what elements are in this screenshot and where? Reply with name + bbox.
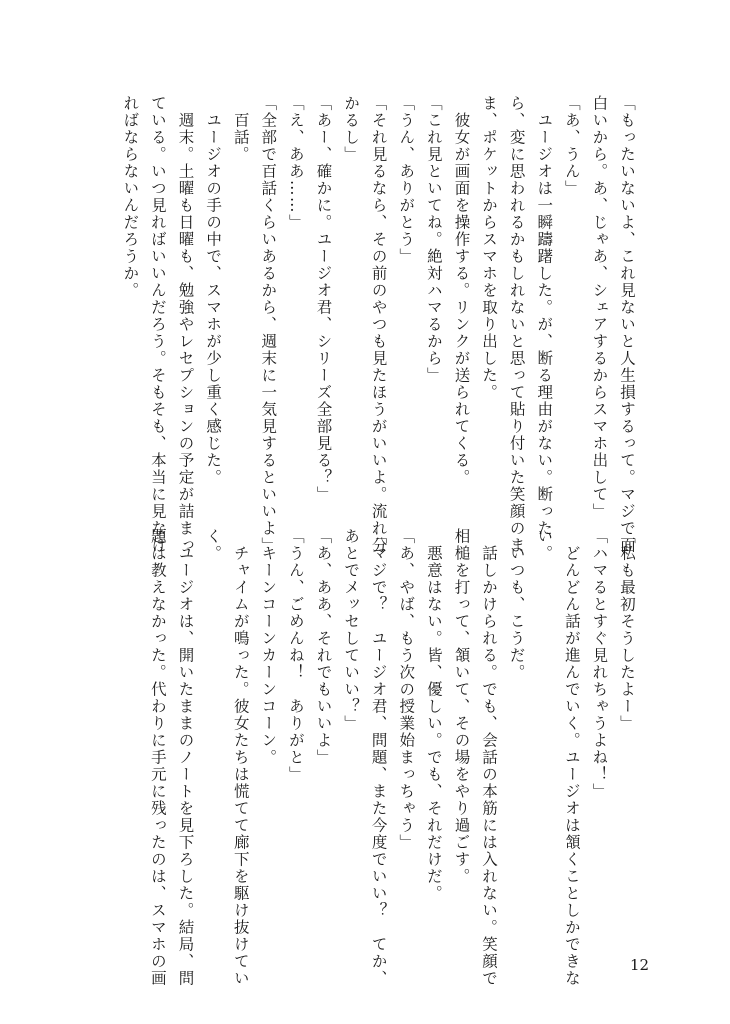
text-line: 悪意はない。皆、優しい。でも、それだけだ。 <box>424 528 443 902</box>
text-line: く。 <box>204 528 223 562</box>
text-line: 「え、ああ……」 <box>286 95 305 231</box>
text-line: い。 <box>535 528 554 562</box>
text-line: 「それ見るなら、その前のやつも見たほうがいいよ。流れ分 <box>369 95 388 554</box>
text-line: ユージオは一瞬躊躇した。が、断る理由がない。断った <box>535 95 554 537</box>
text-line: ら、変に思われるかもしれないと思って貼り付いた笑顔のま <box>507 95 526 554</box>
text-line: 「もったいないよ、これ見ないと人生損するって。マジで面 <box>618 95 636 554</box>
text-line: 百話。 <box>231 95 250 163</box>
text-line: 相槌を打って、頷いて、その場をやり過ごす。 <box>452 528 471 885</box>
text-line: かるし」 <box>342 95 361 163</box>
text-line: あとでメッセしていい？」 <box>342 528 361 732</box>
text-line: 「ハマるとすぐ見れちゃうよね！」 <box>590 528 609 800</box>
text-line: 「あ、ああ、それでもいいよ」 <box>314 528 333 766</box>
text-line: 彼女が画面を操作する。リンクが送られてくる。 <box>452 95 471 486</box>
text-line: キーンコーンカーンコーン。 <box>259 528 278 766</box>
text-line: どんどん話が進んでいく。ユージオは頷くことしかできな <box>562 528 581 987</box>
text-line: 「マジで？ ユージオ君、問題、また今度でいい？ てか、 <box>369 528 388 987</box>
page-number: 12 <box>630 956 650 974</box>
text-line: ま、ポケットからスマホを取り出した。 <box>480 95 499 401</box>
text-block-upper <box>80 95 640 554</box>
text-line: 「あー、確かに。ユージオ君、シリーズ全部見る？」 <box>314 95 333 503</box>
text-line: 「これ見といてね。絶対ハマるから」 <box>424 95 443 384</box>
text-line: 「あ、うん」 <box>562 95 581 197</box>
text-line: 週末。土曜も日曜も、勉強やレセプションの予定が詰まっ <box>176 95 195 554</box>
text-line: ユージオの手の中で、スマホが少し重く感じた。 <box>204 95 223 486</box>
text-line: ユージオは、開いたままのノートを見下ろした。結局、問 <box>176 528 195 987</box>
text-line: 「あ、やば、もう次の授業始まっちゃう」 <box>397 528 416 851</box>
text-line: 話しかけられる。でも、会話の本筋には入れない。笑顔で <box>480 528 499 987</box>
text-line: いつも、こうだ。 <box>507 528 526 681</box>
text-line: 題は教えなかった。代わりに手元に残ったのは、スマホの画 <box>148 528 167 987</box>
text-line: ている。いつ見ればいいんだろう。そもそも、本当に見なけ <box>148 95 167 554</box>
text-line: 白いから。あ、じゃあ、シェアするからスマホ出して」 <box>590 95 609 520</box>
text-line: ればならないんだろうか。 <box>121 95 140 299</box>
text-line: 「うん、ありがとう」 <box>397 95 416 265</box>
text-line: チャイムが鳴った。彼女たちは慌てて廊下を駆け抜けてい <box>231 528 250 987</box>
text-line: 「全部で百話くらいあるから、週末に一気見するといいよ」 <box>259 95 278 554</box>
text-line: 「うん、ごめんね！ ありがと」 <box>286 528 305 783</box>
text-line: 「私も最初そうしたよー」 <box>618 528 636 732</box>
